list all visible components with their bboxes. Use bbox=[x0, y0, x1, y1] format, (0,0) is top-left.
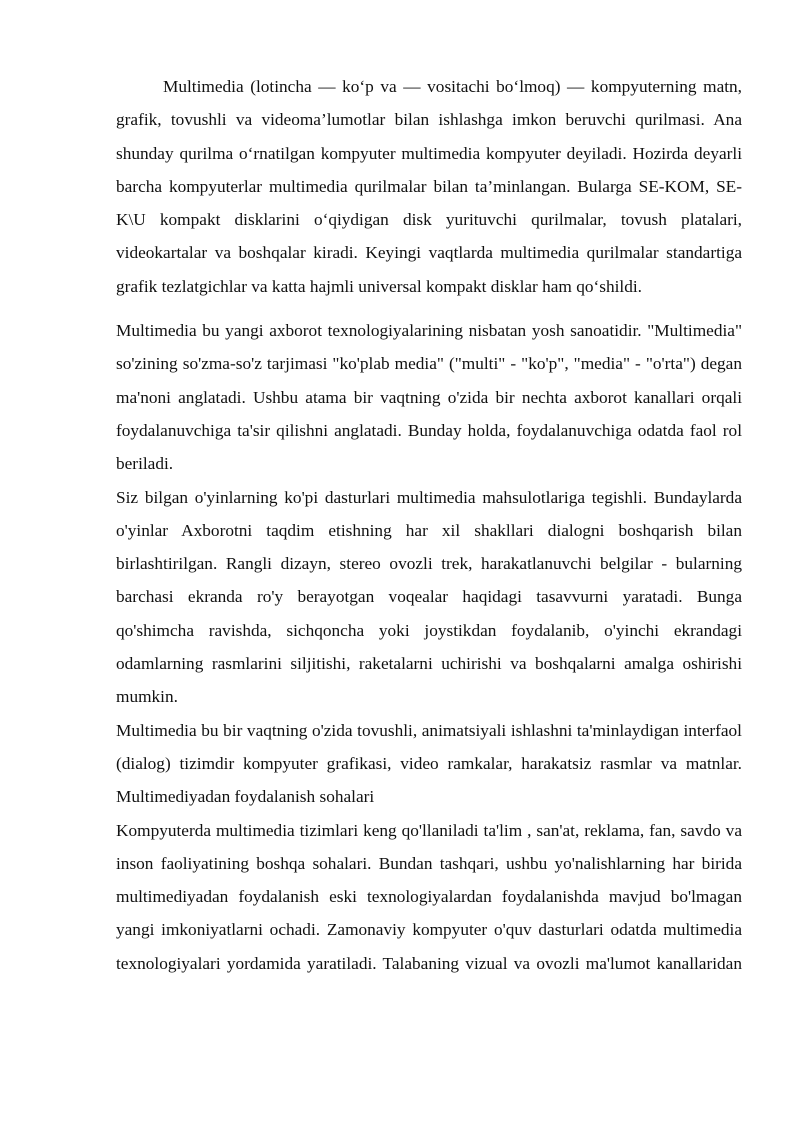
paragraph-application-areas: Kompyuterda multimedia tizimlari keng qo'llaniladi ta'lim , san'at, reklama, fan, savdo va inson faoliyatining boshqa sohalari. Bundan tashqari, ushbu yo'nalishlarning har birida multimediyadan foydalanish eski texnologiyalardan foydalanishda mavjud bo'lmagan yangi imkoniyatlarni ochadi. Zamonaviy kompyuter o'quv dasturlari odatda multimedia texnologiyalari yordamida yaratiladi. Talabaning vizual va ovozli ma'lumot kanallaridan bbox=[116, 820, 742, 973]
paragraph-games-multimedia: Siz bilgan o'yinlarning ko'pi dasturlari multimedia mahsulotlariga tegishli. Bundaylarda o'yinlar Axborotni taqdim etishning har xil shakllari dialogni boshqarish bilan birlashtirilgan. Rangli dizayn, stereo ovozli trek, harakatlanuvchi belgilar - bularning barchasi ekranda ro'y berayotgan voqealar haqidagi tasavvurni yaratadi. Bunga qo'shimcha ravishda, sichqoncha yoki joystikdan foydalanib, o'yinchi ekrandagi odamlarning rasmlarini siljitishi, raketalarni uchirishi va boshqalarni amalga oshirishi mumkin. bbox=[116, 487, 742, 707]
paragraph-multimedia-definition: Multimedia (lotincha — ko‘p va — vositachi bo‘lmoq) — kompyuterning matn, grafik, tovushli va videoma’lumotlar bilan ishlashga imkon beruvchi qurilmasi. Ana shunday qurilma o‘rnatilgan kompyuter multimedia kompyuter deyiladi. Hozirda deyarli barcha kompyuterlar multimedia qurilmalar bilan ta’minlangan. Bularga SE-KOM, SE-K\U kompakt disklarini o‘qiydigan disk yurituvchi qurilmalar, tovush platalari, videokartalar va boshqalar kiradi. Keyingi vaqtlarda multimedia qurilmalar standartiga grafik tezlatgichlar va katta hajmli universal kompakt disklar ham qo‘shildi. bbox=[116, 77, 742, 296]
document-page bbox=[116, 70, 742, 980]
paragraph-multimedia-technology: Multimedia bu yangi axborot texnologiyalarining nisbatan yosh sanoatidir. "Multimedia" so'zining so'zma-so'z tarjimasi "ko'plab media" ("multi" - "ko'p", "media" - "o'rta") degan ma'noni anglatadi. Ushbu atama bir vaqtning o'zida bir nechta axborot kanallari orqali foydalanuvchiga ta'sir qilishni anglatadi. Bunday holda, foydalanuvchiga odatda faol rol beriladi. bbox=[116, 321, 742, 474]
paragraph-interactive-system: Multimedia bu bir vaqtning o'zida tovushli, animatsiyali ishlashni ta'minlaydigan interfaol (dialog) tizimdir kompyuter grafikasi, video ramkalar, harakatsiz rasmlar va matnlar. Multimediyadan foydalanish sohalari bbox=[116, 720, 742, 807]
